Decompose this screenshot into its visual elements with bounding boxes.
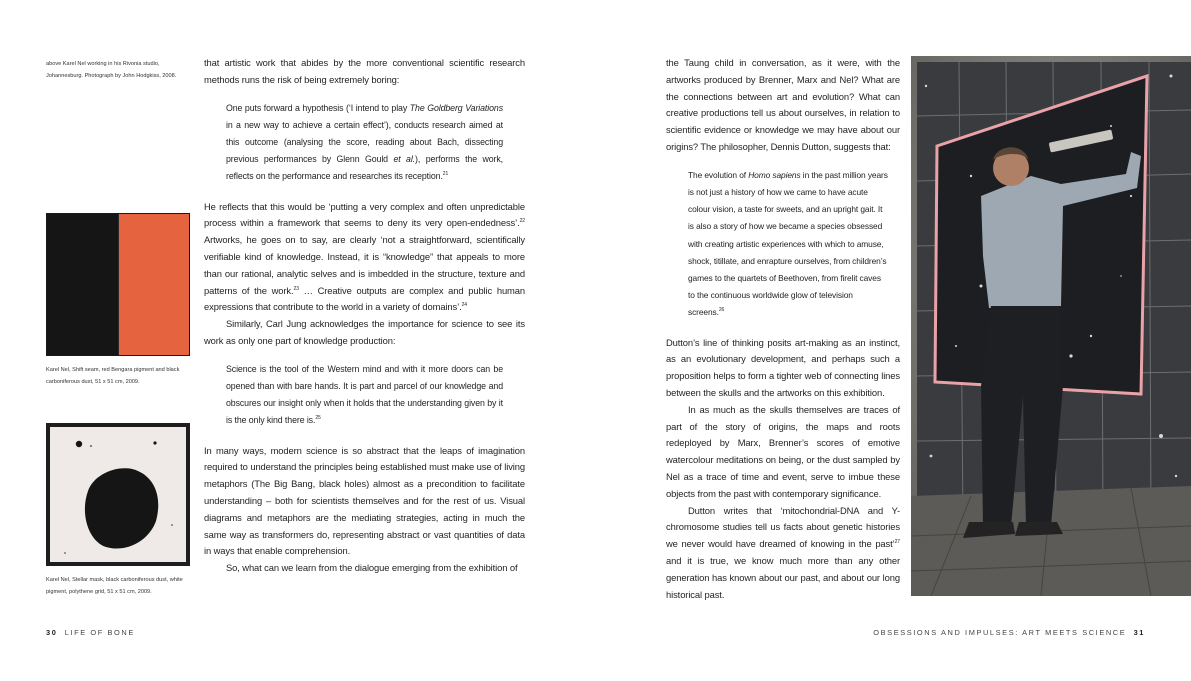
quote-text: ), performs the work, reflects on the performance and researches its reception. (226, 154, 503, 182)
paragraph: Similarly, Carl Jung acknowledges the importance for science to see its work as only one part of knowledge production: (204, 318, 525, 346)
quote-text: in the past million years is not just a history of how we came to have acute colour vision, a taste for sweets, and an upright gait. It is also a story of how we became a species obsessed with creating artistic experiences with which to amuse, shock, titillate, and enrapture ourselves, from children’s games to the quartets of Beethoven, from firelit caves to the continuous worldwide glow of television screens. (688, 169, 888, 318)
block-quote-jung (226, 361, 503, 430)
photo-artist-in-studio (911, 56, 1191, 596)
left-text-column (204, 55, 525, 577)
para-text: Dutton writes that ‘mitochondrial-DNA and Y-chromosome studies tell us facts about genetic histories we never would have dreamed of knowing in the past’ (666, 504, 900, 550)
running-title: LIFE OF BONE (64, 628, 135, 637)
red-panel (119, 214, 189, 355)
para-text: … Creative outputs are complex and public human expressions that contribute to the world in a variety of domains’. (204, 284, 525, 313)
paragraph: Dutton’s line of thinking posits art-making as an instinct, as an evolutionary development, and perhaps such a proposition helps to form a tighter web of connecting lines between the skulls and the artworks on this exhibition. (666, 336, 900, 398)
footnote-ref: 24 (461, 302, 467, 309)
intro-paragraph: that artistic work that abides by the more conventional scientific research methods runs the risk of being extremely boring: (204, 57, 525, 85)
paragraph: In many ways, modern science is so abstract that the leaps of imagination required to understand the principles being established must make use of living metaphors (The Big Bang, black holes) almost as a precondition to facilitate understanding – both for scientists themselves and for the rest of us. Visual diagrams and metaphors are the mediating strategies, acting in much the same way as transformers do, representing abstract or vast quantities of data in ways that enable comprehension. (204, 444, 525, 557)
para-text: Artworks, he goes on to say, are clearly ‘not a straightforward, scientifically verifiable kind of knowledge. Instead, it is “knowledge” that appeals to more than our rational, analytic selves and is imbedded in the structure, texture and patterns of the work. (204, 234, 525, 296)
block-quote-goldberg (226, 100, 503, 186)
quote-text: in a new way to achieve a certain effect’), conducts research aimed at this outcome (analysing the score, reading about Bach, dissecting previous performances by Glenn Gould (226, 119, 503, 165)
paragraph: the Taung child in conversation, as it were, with the artworks produced by Brenner, Marx and Nel? What are the connections between art and evolution? What can creative productions tell us about ourselves, in relation to scientific evidence or knowledge we may have about our origins? The philosopher, Dennis Dutton, suggests that: (666, 57, 900, 152)
paragraph: In as much as the skulls themselves are traces of part of the story of origins, the maps and roots redeployed by Marx, Brenner’s scores of emotive watercolour meditations on being, or the dust sampled by Nel as a trace of time and event, serve to imbue these objects from the past with contemporary significance. (666, 403, 900, 499)
caption-line: Johannesburg. Photograph by John Hodgkiss, 2008. (46, 73, 177, 79)
paragraph (666, 503, 900, 604)
paragraph (204, 199, 525, 317)
quote-italic: Homo sapiens (748, 169, 801, 180)
quote-text: One puts forward a hypothesis (‘I intend to play (226, 102, 410, 113)
footnote-ref: 27 (894, 539, 900, 546)
footnote-ref: 21 (442, 171, 449, 178)
caption-line: carboniferous dust, 51 x 51 cm, 2009. (46, 379, 140, 385)
para-text: He reflects that this would be ‘putting a very complex and often unpredictable process within a framework that seems to deny its very open-endedness’. (204, 200, 525, 229)
block-quote-dutton (688, 167, 888, 322)
footer-left (46, 628, 135, 637)
photo-illustration (911, 56, 1191, 596)
caption-above (46, 58, 176, 82)
black-panel (47, 214, 118, 355)
footer-right (873, 628, 1145, 637)
artwork-shift-seam (46, 213, 190, 356)
para-text: and it is true, we know much more than any other generation has known about our past, and about our long historical past. (666, 554, 900, 600)
caption-line: Karel Nel, Shift seam, red Bengara pigment and black (46, 367, 180, 373)
footnote-ref: 23 (293, 285, 299, 292)
caption-shift-seam (46, 364, 179, 388)
quote-text: The evolution of (688, 169, 749, 180)
paragraph: So, what can we learn from the dialogue emerging from the exhibition of (226, 562, 518, 574)
right-text-column (666, 55, 900, 603)
footnote-ref: 22 (519, 218, 525, 225)
stellar-mask-drawing (46, 423, 190, 566)
footnote-ref: 26 (718, 307, 725, 314)
quote-text: Science is the tool of the Western mind and with it more doors can be opened than with bare hands. It is part and parcel of our knowledge and obscures our insight only when it holds that the understanding given by it is the only kind there is. (226, 363, 503, 426)
page-number: 31 (1133, 628, 1145, 637)
caption-line: above Karel Nel working in his Rivonia studio, (46, 61, 160, 67)
quote-italic: The Goldberg Variations (409, 102, 503, 113)
caption-line: pigment, polythene grid, 51 x 51 cm, 2009. (46, 589, 152, 595)
running-title: OBSESSIONS AND IMPULSES: ART MEETS SCIENCE (873, 628, 1127, 637)
caption-line: Karel Nel, Stellar mask, black carboniferous dust, white (46, 577, 183, 583)
footnote-ref: 25 (315, 415, 321, 422)
caption-stellar-mask (46, 574, 183, 598)
artwork-stellar-mask (46, 423, 190, 566)
page-number: 30 (46, 628, 58, 637)
quote-italic: et al. (393, 154, 416, 165)
